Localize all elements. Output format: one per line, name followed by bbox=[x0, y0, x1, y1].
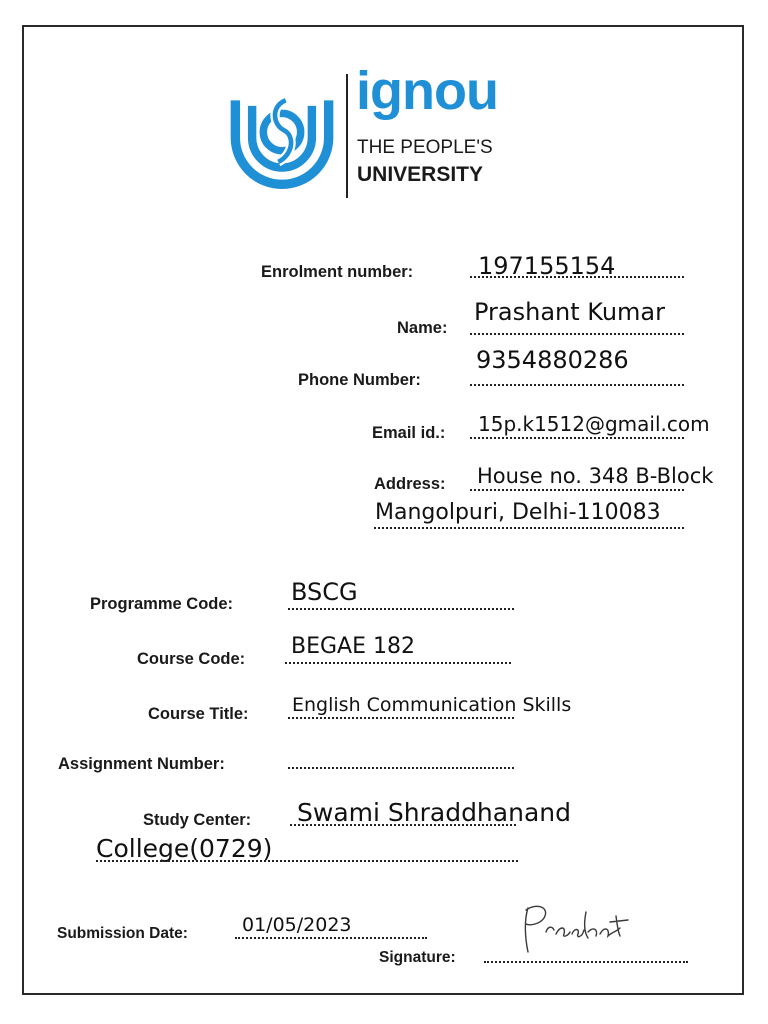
address-value-line2: Mangolpuri, Delhi-110083 bbox=[375, 500, 661, 525]
name-dotted-line bbox=[470, 333, 684, 335]
enrolment-label: Enrolment number: bbox=[261, 263, 414, 281]
email-value: 15p.k1512@gmail.com bbox=[478, 412, 710, 436]
programme-code-label: Programme Code: bbox=[90, 595, 234, 613]
name-value: Prashant Kumar bbox=[474, 298, 666, 326]
study-center-value-line2: College(0729) bbox=[96, 834, 273, 863]
logo-wordmark: ignou bbox=[356, 61, 498, 121]
logo-tagline-line1: THE PEOPLE'S bbox=[357, 137, 493, 158]
address-dotted-line-2 bbox=[374, 527, 684, 529]
logo-tagline-line2: UNIVERSITY bbox=[357, 163, 484, 186]
study-center-value-line1: Swami Shraddhanand bbox=[297, 798, 571, 827]
email-dotted-line bbox=[470, 437, 684, 439]
submission-date-value: 01/05/2023 bbox=[242, 914, 352, 936]
assignment-number-dotted-line bbox=[288, 767, 514, 769]
email-label: Email id.: bbox=[372, 424, 446, 442]
handwritten-signature bbox=[516, 898, 642, 958]
submission-date-label: Submission Date: bbox=[57, 925, 188, 942]
signature-dotted-line bbox=[484, 961, 688, 963]
course-title-value: English Communication Skills bbox=[292, 694, 572, 716]
study-center-dotted-line-1 bbox=[290, 824, 516, 826]
programme-code-dotted-line bbox=[288, 608, 514, 610]
programme-code-value: BSCG bbox=[291, 578, 358, 606]
logo-divider bbox=[346, 74, 348, 198]
course-code-dotted-line bbox=[285, 662, 511, 664]
submission-date-dotted-line bbox=[235, 937, 427, 939]
phone-value: 9354880286 bbox=[476, 346, 629, 374]
address-dotted-line-1 bbox=[470, 489, 684, 491]
course-title-label: Course Title: bbox=[148, 705, 249, 723]
course-title-dotted-line bbox=[288, 717, 514, 719]
study-center-label: Study Center: bbox=[143, 811, 252, 829]
address-label: Address: bbox=[374, 475, 446, 493]
phone-dotted-line bbox=[470, 384, 684, 386]
course-code-label: Course Code: bbox=[137, 650, 246, 668]
ignou-emblem-icon bbox=[226, 72, 338, 194]
signature-label: Signature: bbox=[379, 949, 456, 966]
enrolment-value: 197155154 bbox=[478, 252, 616, 280]
study-center-dotted-line-2 bbox=[96, 860, 518, 862]
course-code-value: BEGAE 182 bbox=[291, 634, 415, 659]
phone-label: Phone Number: bbox=[298, 371, 421, 389]
assignment-number-label: Assignment Number: bbox=[58, 755, 225, 773]
enrolment-dotted-line bbox=[470, 276, 684, 278]
address-value-line1: House no. 348 B-Block bbox=[477, 464, 714, 488]
name-label: Name: bbox=[397, 319, 448, 337]
